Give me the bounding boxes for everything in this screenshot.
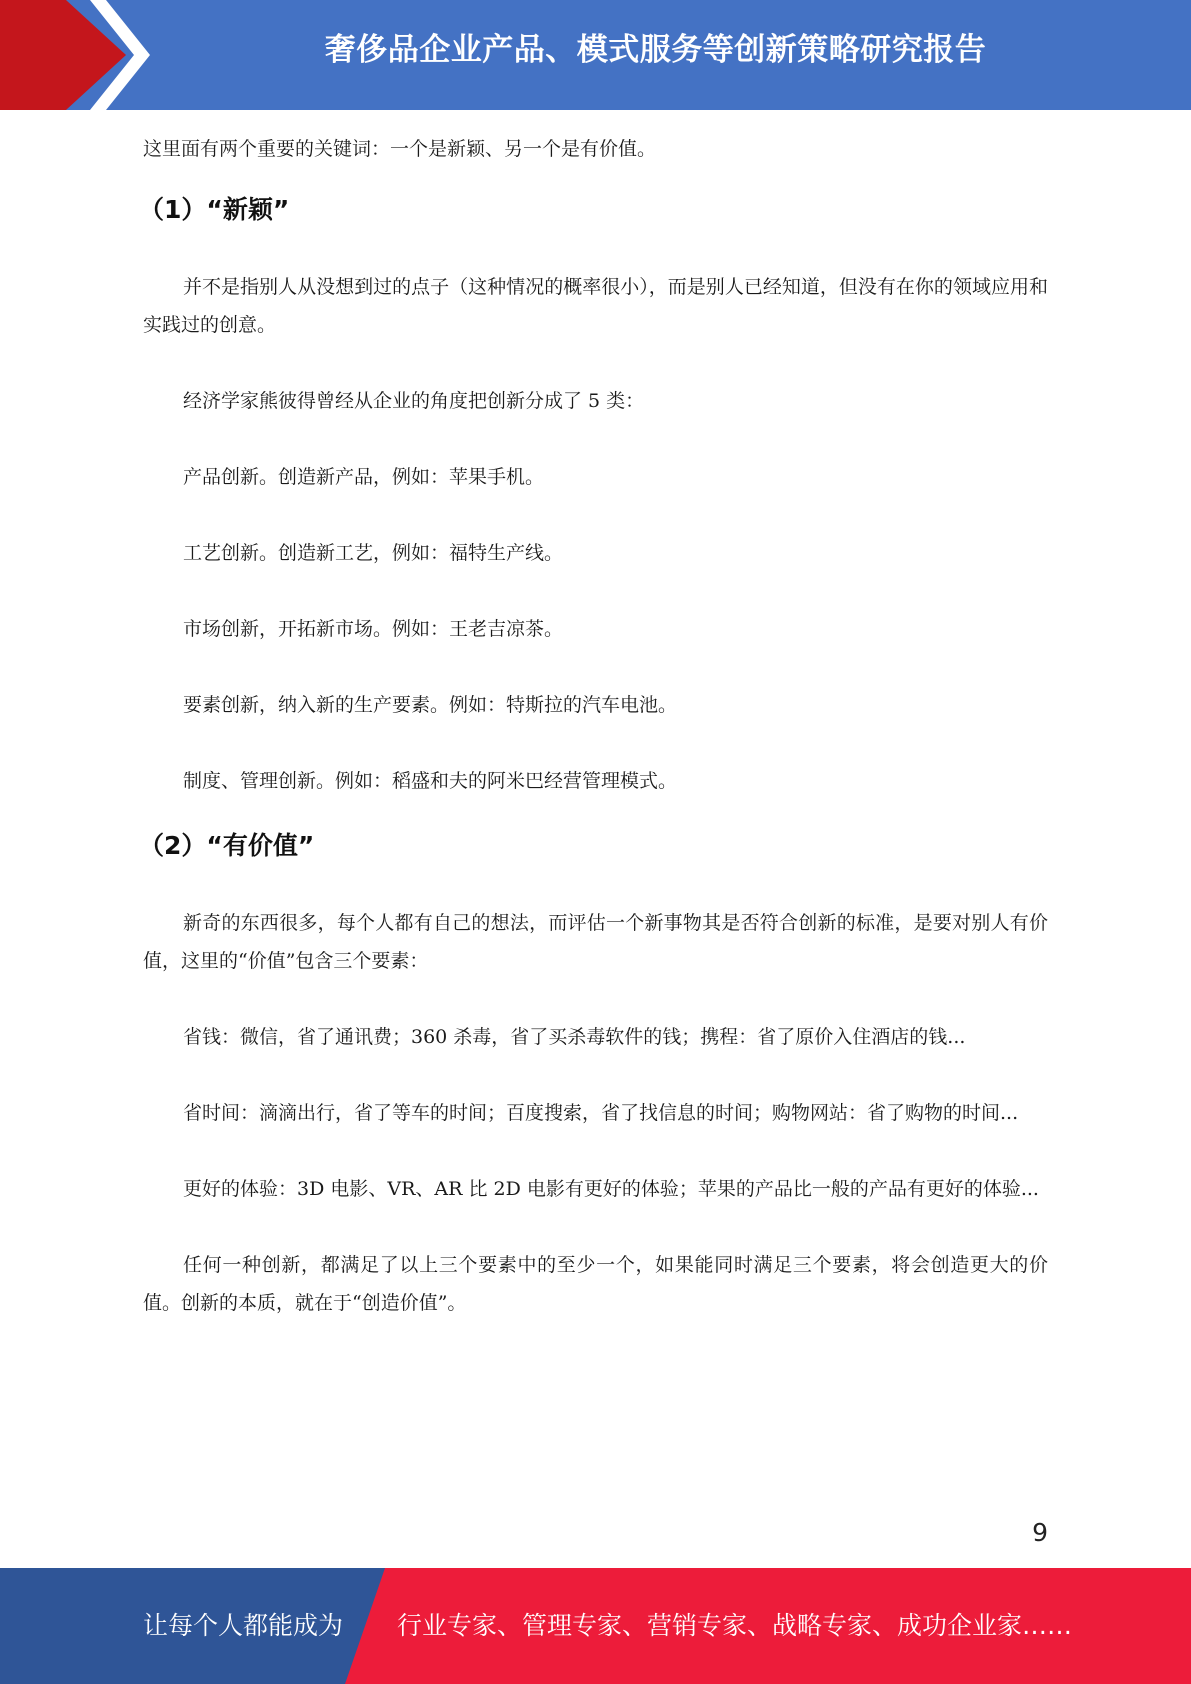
header-banner — [0, 0, 1191, 110]
paragraph: 新奇的东西很多，每个人都有自己的想法，而评估一个新事物其是否符合创新的标准，是要对别人有价值，这里的“价值”包含三个要素： — [143, 912, 1048, 972]
footer-slogan-right: 行业专家、管理专家、营销专家、战略专家、成功企业家…… — [397, 1611, 1073, 1640]
section-heading-novel: （1）“新颖” — [139, 195, 290, 224]
list-item: 制度、管理创新。例如：稻盛和夫的阿米巴经营管理模式。 — [183, 770, 678, 792]
footer-slogan-left: 让每个人都能成为 — [143, 1611, 344, 1640]
paragraph: 任何一种创新，都满足了以上三个要素中的至少一个，如果能同时满足三个要素，将会创造更大的价值。创新的本质，就在于“创造价值”。 — [143, 1254, 1048, 1314]
page-number: 9 — [1032, 1518, 1048, 1547]
report-title: 奢侈品企业产品、模式服务等创新策略研究报告 — [324, 32, 987, 68]
paragraph: 省时间：滴滴出行，省了等车的时间；百度搜索，省了找信息的时间；购物网站：省了购物的时间... — [183, 1102, 1019, 1124]
list-item: 产品创新。创造新产品，例如：苹果手机。 — [183, 466, 545, 488]
paragraph: 并不是指别人从没想到过的点子（这种情况的概率很小），而是别人已经知道，但没有在你的领域应用和实践过的创意。 — [143, 276, 1048, 336]
section-heading-valuable: （2）“有价值” — [139, 831, 315, 860]
document-body — [139, 130, 1048, 1360]
list-item: 要素创新，纳入新的生产要素。例如：特斯拉的汽车电池。 — [183, 694, 678, 716]
list-item: 市场创新，开拓新市场。例如：王老吉凉茶。 — [183, 618, 564, 640]
footer-banner — [0, 1568, 1191, 1684]
paragraph: 省钱：微信，省了通讯费；360 杀毒，省了买杀毒软件的钱；携程：省了原价入住酒店的钱... — [183, 1026, 966, 1048]
paragraph: 经济学家熊彼得曾经从企业的角度把创新分成了 5 类： — [183, 390, 645, 412]
paragraph: 更好的体验：3D 电影、VR、AR 比 2D 电影有更好的体验；苹果的产品比一般的产品有更好的体验... — [183, 1178, 1039, 1200]
list-item: 工艺创新。创造新工艺，例如：福特生产线。 — [183, 542, 564, 564]
intro-paragraph: 这里面有两个重要的关键词：一个是新颖、另一个是有价值。 — [143, 138, 657, 160]
